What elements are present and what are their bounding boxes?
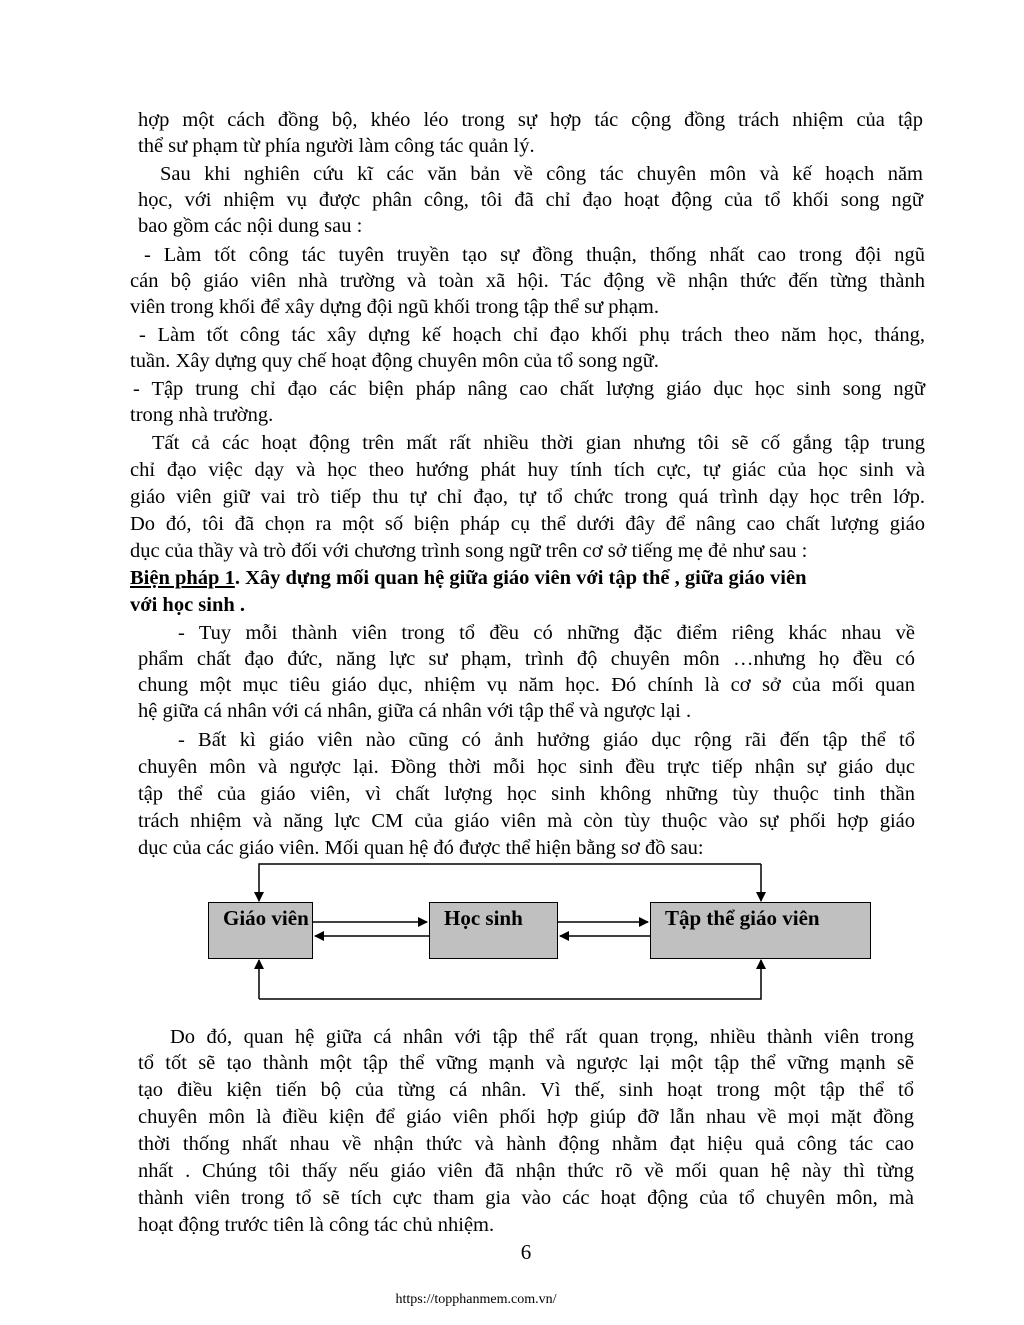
section-heading-line2: với học sinh . [130,594,246,616]
text-line: phẩm chất đạo đức, năng lực sư phạm, trình độ chuyên môn …nhưng họ đều có [138,648,915,670]
text-line: tuần. Xây dựng quy chế hoạt động chuyên môn của tổ song ngữ. [130,350,659,372]
text-line: chung một mục tiêu giáo dục, nhiệm vụ năm học. Đó chính là cơ sở của mối quan [138,674,915,696]
text-line: tạo điều kiện tiến bộ của từng cá nhân. Vì thế, sinh hoạt trong một tập thể tổ [138,1079,914,1101]
text-line: Do đó, tôi đã chọn ra một số biện pháp cụ thể dưới đây để nâng cao chất lượng giáo [130,513,925,535]
text-line: - Làm tốt công tác xây dựng kế hoạch chỉ đạo khối phụ trách theo năm học, tháng, [139,324,925,346]
text-line: - Tuy mỗi thành viên trong tổ đều có những đặc điểm riêng khác nhau về [178,622,915,644]
text-line: Sau khi nghiên cứu kĩ các văn bản về công tác chuyên môn và kế hoạch năm [160,163,923,185]
text-line: viên trong khối để xây dựng đội ngũ khối trong tập thể sư phạm. [130,296,659,318]
text-line: chuyên môn và ngược lại. Đồng thời mỗi học sinh đều trực tiếp nhận sự giáo dục [138,756,915,778]
heading-text: . Xây dựng mối quan hệ giữa giáo viên với tập thể , giữa giáo viên [234,567,807,589]
text-line: hợp một cách đồng bộ, khéo léo trong sự hợp tác cộng đồng trách nhiệm của tập [138,109,923,131]
text-line: nhất . Chúng tôi thấy nếu giáo viên đã nhận thức rõ về mối quan hệ này thì từng [138,1160,914,1182]
box-tap-the-giao-vien: Tập thể giáo viên [650,902,871,959]
text-line: dục của thầy và trò đối với chương trình song ngữ trên cơ sở tiếng mẹ đẻ như sau : [130,540,808,562]
bottom-loop-arrow [259,960,761,999]
footer-url[interactable]: https://topphanmem.com.vn/ [395,1292,557,1307]
text-line: tổ tốt sẽ tạo thành một tập thể vững mạnh và ngược lại một tập thể vững mạnh sẽ [138,1052,914,1074]
text-line: chuyên môn là điều kiện để giáo viên phối hợp giúp đỡ lẫn nhau về mọi mặt đồng [138,1106,914,1128]
text-line: Tất cả các hoạt động trên mất rất nhiều thời gian nhưng tôi sẽ cố gắng tập trung [152,432,925,454]
text-line: - Tập trung chỉ đạo các biện pháp nâng cao chất lượng giáo dục học sinh song ngữ [133,378,925,400]
text-line: thành viên trong tổ sẽ tích cực tham gia vào các hoạt động của tổ chuyên môn, mà [138,1187,914,1209]
text-line: trách nhiệm và năng lực CM của giáo viên mà còn tùy thuộc vào sự phối hợp giáo [138,810,915,832]
text-line: chỉ đạo việc dạy và học theo hướng phát huy tính tích cực, tự giác của học sinh và [130,459,925,481]
text-line: tập thể của giáo viên, vì chất lượng học sinh không những tùy thuộc tinh thần [138,783,915,805]
text-line: học, với nhiệm vụ được phân công, tôi đã chỉ đạo hoạt động của tổ khối song ngữ [138,189,923,211]
box-hoc-sinh: Học sinh [429,902,558,959]
text-line: thể sư phạm từ phía người làm công tác quản lý. [138,135,535,157]
text-line: hoạt động trước tiên là công tác chủ nhiệm. [138,1214,495,1236]
text-line: bao gồm các nội dung sau : [138,215,363,237]
text-line: Do đó, quan hệ giữa cá nhân với tập thể rất quan trọng, nhiều thành viên trong [170,1026,914,1048]
top-loop-arrow [259,864,761,901]
text-line: - Bất kì giáo viên nào cũng có ảnh hưởng giáo dục rộng rãi đến tập thể tổ [178,729,915,751]
text-line: hệ giữa cá nhân với cá nhân, giữa cá nhân với tập thể và ngược lại . [138,700,692,722]
text-line: thời thống nhất nhau về nhận thức và hành động nhằm đạt hiệu quả công tác cao [138,1133,914,1155]
text-line: giáo viên giữ vai trò tiếp thu tự chỉ đạo, tự tổ chức trong quá trình dạy học trên lớp. [130,486,925,508]
page-number: 6 [520,1240,532,1264]
text-line: cán bộ giáo viên nhà trường và toàn xã hội. Tác động về nhận thức đến từng thành [130,270,925,292]
box-giao-vien: Giáo viên [208,902,313,959]
text-line: - Làm tốt công tác tuyên truyền tạo sự đồng thuận, thống nhất cao trong đội ngũ [144,244,925,266]
heading-label: Biện pháp 1 [130,567,235,589]
text-line: trong nhà trường. [130,404,274,426]
text-line: dục của các giáo viên. Mối quan hệ đó được thể hiện bằng sơ đồ sau: [138,837,704,859]
